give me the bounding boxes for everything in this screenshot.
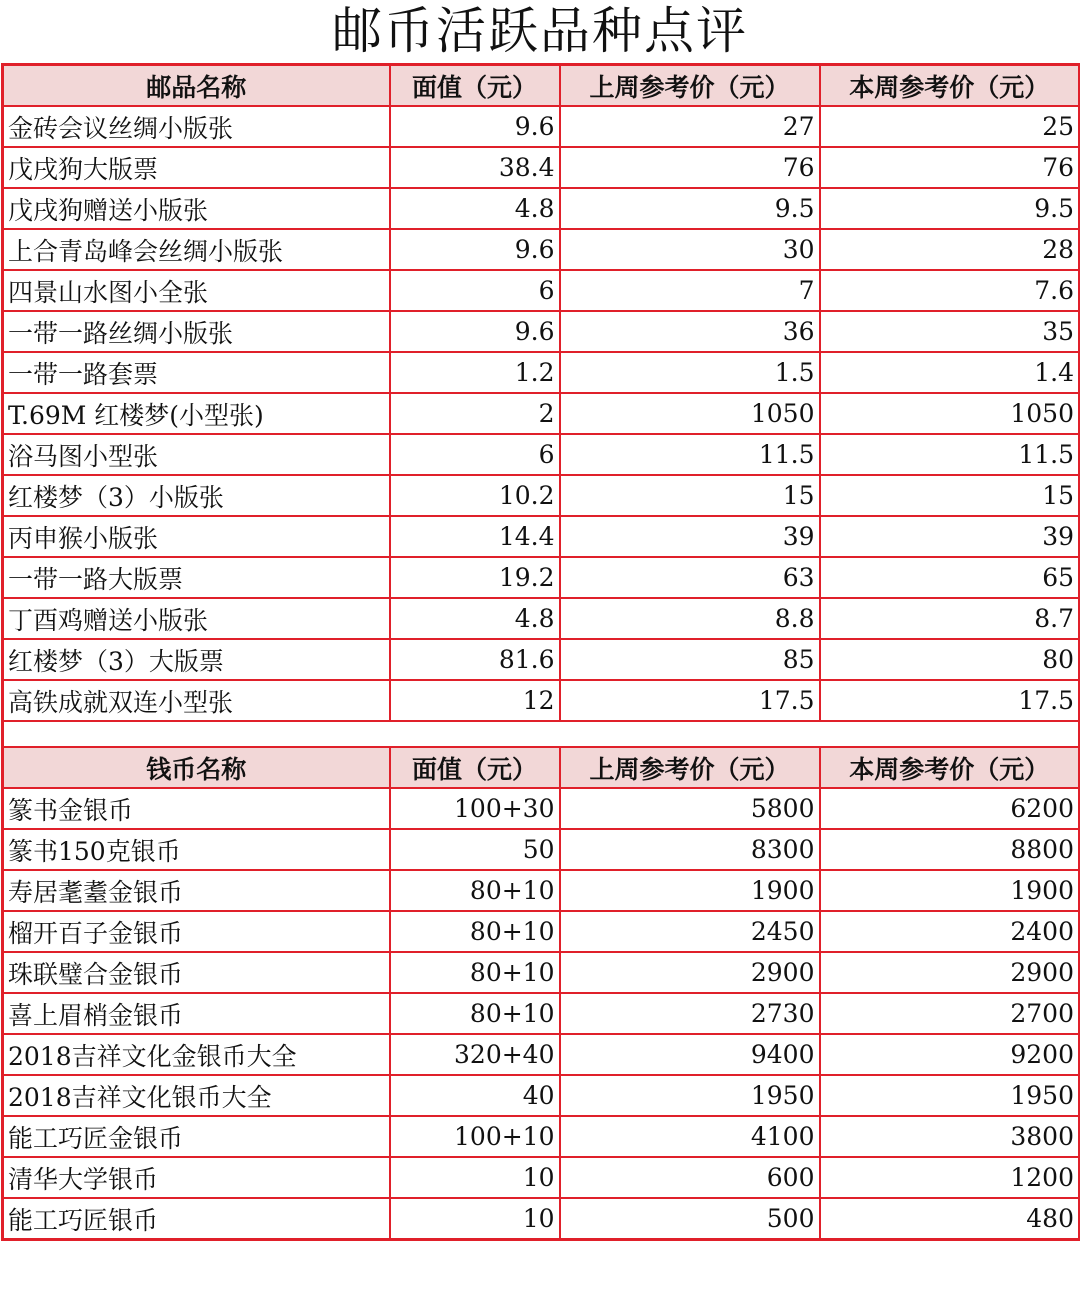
face-value-cell: 12 [390, 680, 560, 721]
last-week-price-cell: 2730 [560, 993, 820, 1034]
face-value-cell: 4.8 [390, 188, 560, 229]
face-value-cell: 9.6 [390, 311, 560, 352]
stamp-row [3, 147, 1080, 188]
face-value-cell: 80+10 [390, 911, 560, 952]
last-week-price-cell: 36 [560, 311, 820, 352]
face-value-cell: 9.6 [390, 106, 560, 147]
this-week-price-cell: 480 [820, 1198, 1080, 1240]
name-cell: 清华大学银币 [3, 1157, 390, 1198]
stamp-row [3, 393, 1080, 434]
face-value-cell: 50 [390, 829, 560, 870]
name-cell: 珠联璧合金银币 [3, 952, 390, 993]
this-week-price-cell: 35 [820, 311, 1080, 352]
stamp-row [3, 106, 1080, 147]
name-cell: 戊戌狗赠送小版张 [3, 188, 390, 229]
this-week-price-cell: 15 [820, 475, 1080, 516]
column-header: 上周参考价（元） [560, 65, 820, 107]
price-table [1, 63, 1080, 1241]
this-week-price-cell: 65 [820, 557, 1080, 598]
stamp-row [3, 598, 1080, 639]
this-week-price-cell: 2400 [820, 911, 1080, 952]
stamp-row [3, 229, 1080, 270]
section-spacer [3, 721, 1080, 747]
this-week-price-cell: 1200 [820, 1157, 1080, 1198]
stamp-row [3, 352, 1080, 393]
last-week-price-cell: 1950 [560, 1075, 820, 1116]
face-value-cell: 6 [390, 270, 560, 311]
last-week-price-cell: 9.5 [560, 188, 820, 229]
face-value-cell: 80+10 [390, 993, 560, 1034]
name-cell: 喜上眉梢金银币 [3, 993, 390, 1034]
last-week-price-cell: 63 [560, 557, 820, 598]
name-cell: 丁酉鸡赠送小版张 [3, 598, 390, 639]
stamp-row [3, 188, 1080, 229]
face-value-cell: 10 [390, 1198, 560, 1240]
name-cell: 一带一路丝绸小版张 [3, 311, 390, 352]
name-cell: 丙申猴小版张 [3, 516, 390, 557]
stamp-row [3, 516, 1080, 557]
this-week-price-cell: 1050 [820, 393, 1080, 434]
last-week-price-cell: 5800 [560, 788, 820, 829]
section-spacer-row [3, 721, 1080, 747]
coin-header-row [3, 747, 1080, 788]
this-week-price-cell: 8.7 [820, 598, 1080, 639]
this-week-price-cell: 80 [820, 639, 1080, 680]
coin-row [3, 870, 1080, 911]
this-week-price-cell: 11.5 [820, 434, 1080, 475]
face-value-cell: 19.2 [390, 557, 560, 598]
stamp-row [3, 434, 1080, 475]
this-week-price-cell: 1950 [820, 1075, 1080, 1116]
face-value-cell: 40 [390, 1075, 560, 1116]
name-cell: 四景山水图小全张 [3, 270, 390, 311]
name-cell: 戊戌狗大版票 [3, 147, 390, 188]
stamp-row [3, 270, 1080, 311]
stamp-row [3, 639, 1080, 680]
this-week-price-cell: 1.4 [820, 352, 1080, 393]
face-value-cell: 2 [390, 393, 560, 434]
column-header: 上周参考价（元） [560, 747, 820, 788]
name-cell: 红楼梦（3）大版票 [3, 639, 390, 680]
last-week-price-cell: 4100 [560, 1116, 820, 1157]
coin-row [3, 911, 1080, 952]
name-cell: 上合青岛峰会丝绸小版张 [3, 229, 390, 270]
last-week-price-cell: 1050 [560, 393, 820, 434]
last-week-price-cell: 85 [560, 639, 820, 680]
face-value-cell: 80+10 [390, 952, 560, 993]
last-week-price-cell: 9400 [560, 1034, 820, 1075]
face-value-cell: 10 [390, 1157, 560, 1198]
this-week-price-cell: 28 [820, 229, 1080, 270]
this-week-price-cell: 2900 [820, 952, 1080, 993]
last-week-price-cell: 1900 [560, 870, 820, 911]
stamp-row [3, 475, 1080, 516]
name-cell: 篆书金银币 [3, 788, 390, 829]
this-week-price-cell: 6200 [820, 788, 1080, 829]
last-week-price-cell: 1.5 [560, 352, 820, 393]
last-week-price-cell: 11.5 [560, 434, 820, 475]
column-header: 本周参考价（元） [820, 747, 1080, 788]
face-value-cell: 38.4 [390, 147, 560, 188]
column-header: 邮品名称 [3, 65, 390, 107]
coin-row [3, 829, 1080, 870]
face-value-cell: 6 [390, 434, 560, 475]
last-week-price-cell: 15 [560, 475, 820, 516]
stamp-row [3, 557, 1080, 598]
stamp-header-row [3, 65, 1080, 107]
face-value-cell: 4.8 [390, 598, 560, 639]
last-week-price-cell: 17.5 [560, 680, 820, 721]
this-week-price-cell: 25 [820, 106, 1080, 147]
name-cell: 寿居耄耋金银币 [3, 870, 390, 911]
last-week-price-cell: 7 [560, 270, 820, 311]
last-week-price-cell: 600 [560, 1157, 820, 1198]
stamp-row [3, 311, 1080, 352]
coin-row [3, 1075, 1080, 1116]
face-value-cell: 10.2 [390, 475, 560, 516]
coin-row [3, 1157, 1080, 1198]
this-week-price-cell: 39 [820, 516, 1080, 557]
this-week-price-cell: 1900 [820, 870, 1080, 911]
this-week-price-cell: 76 [820, 147, 1080, 188]
coin-row [3, 993, 1080, 1034]
name-cell: 高铁成就双连小型张 [3, 680, 390, 721]
column-header: 面值（元） [390, 65, 560, 107]
coin-row [3, 952, 1080, 993]
this-week-price-cell: 7.6 [820, 270, 1080, 311]
last-week-price-cell: 500 [560, 1198, 820, 1240]
column-header: 钱币名称 [3, 747, 390, 788]
name-cell: 篆书150克银币 [3, 829, 390, 870]
last-week-price-cell: 8.8 [560, 598, 820, 639]
last-week-price-cell: 2900 [560, 952, 820, 993]
face-value-cell: 100+30 [390, 788, 560, 829]
last-week-price-cell: 30 [560, 229, 820, 270]
coin-row [3, 1034, 1080, 1075]
coin-row [3, 1116, 1080, 1157]
name-cell: 2018吉祥文化银币大全 [3, 1075, 390, 1116]
last-week-price-cell: 2450 [560, 911, 820, 952]
stamp-row [3, 680, 1080, 721]
face-value-cell: 9.6 [390, 229, 560, 270]
face-value-cell: 80+10 [390, 870, 560, 911]
name-cell: T.69M 红楼梦(小型张) [3, 393, 390, 434]
name-cell: 红楼梦（3）小版张 [3, 475, 390, 516]
name-cell: 榴开百子金银币 [3, 911, 390, 952]
coin-row [3, 1198, 1080, 1240]
column-header: 面值（元） [390, 747, 560, 788]
face-value-cell: 14.4 [390, 516, 560, 557]
price-table-body [3, 65, 1080, 1240]
coin-row [3, 788, 1080, 829]
this-week-price-cell: 17.5 [820, 680, 1080, 721]
name-cell: 能工巧匠银币 [3, 1198, 390, 1240]
this-week-price-cell: 3800 [820, 1116, 1080, 1157]
last-week-price-cell: 8300 [560, 829, 820, 870]
last-week-price-cell: 76 [560, 147, 820, 188]
page-title: 邮币活跃品种点评 [332, 2, 748, 60]
last-week-price-cell: 27 [560, 106, 820, 147]
column-header: 本周参考价（元） [820, 65, 1080, 107]
name-cell: 能工巧匠金银币 [3, 1116, 390, 1157]
face-value-cell: 81.6 [390, 639, 560, 680]
name-cell: 一带一路套票 [3, 352, 390, 393]
face-value-cell: 320+40 [390, 1034, 560, 1075]
face-value-cell: 100+10 [390, 1116, 560, 1157]
this-week-price-cell: 8800 [820, 829, 1080, 870]
name-cell: 浴马图小型张 [3, 434, 390, 475]
this-week-price-cell: 2700 [820, 993, 1080, 1034]
last-week-price-cell: 39 [560, 516, 820, 557]
this-week-price-cell: 9200 [820, 1034, 1080, 1075]
face-value-cell: 1.2 [390, 352, 560, 393]
name-cell: 一带一路大版票 [3, 557, 390, 598]
this-week-price-cell: 9.5 [820, 188, 1080, 229]
name-cell: 2018吉祥文化金银币大全 [3, 1034, 390, 1075]
name-cell: 金砖会议丝绸小版张 [3, 106, 390, 147]
